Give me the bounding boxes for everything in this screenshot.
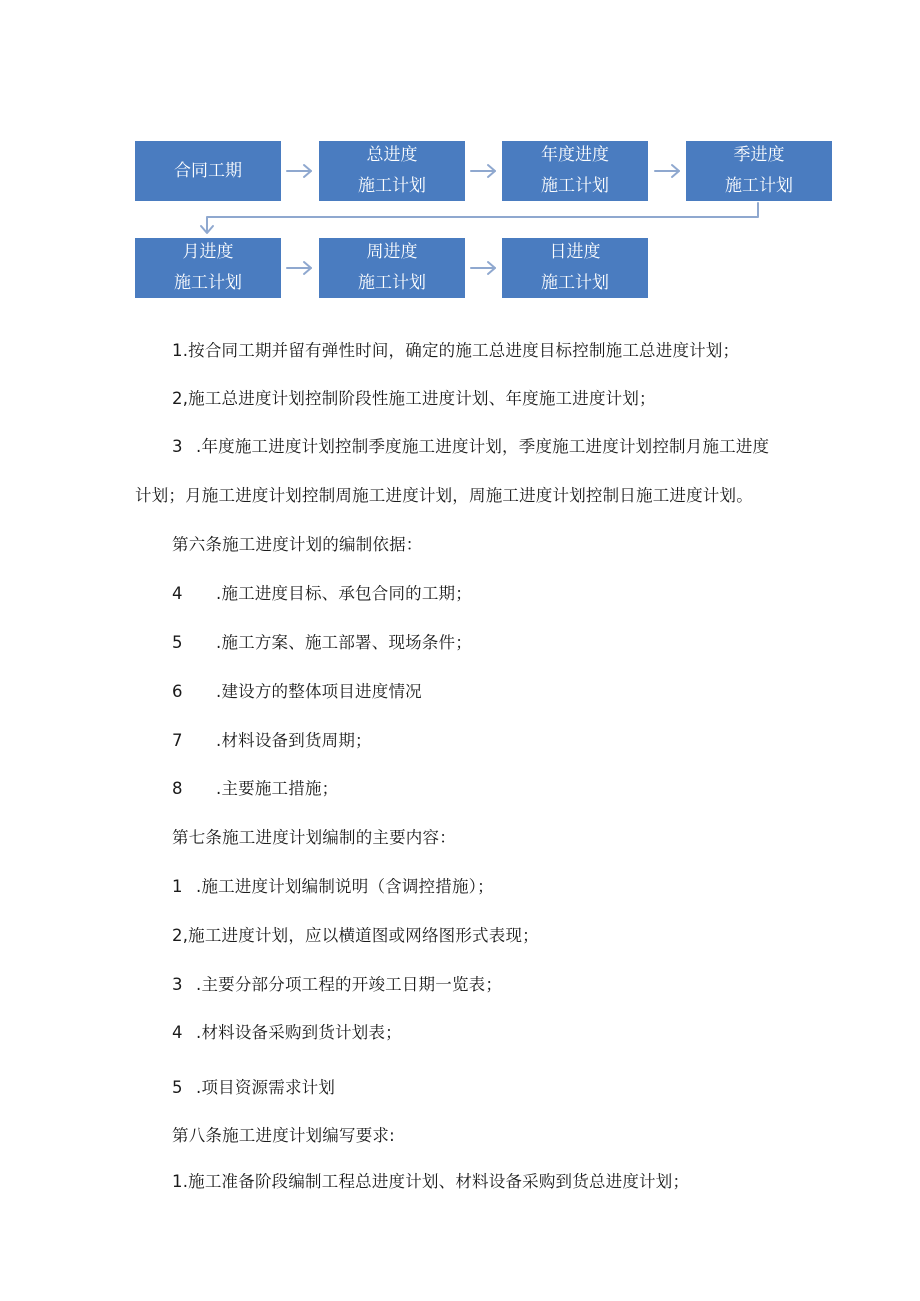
flow-box-line1: 年度进度 — [541, 145, 609, 165]
flow-box-line1: 日进度 — [549, 242, 601, 262]
list-number: 3 — [172, 975, 183, 994]
flow-box-monthly-schedule — [135, 238, 281, 298]
flow-box-line2: 施工计划 — [358, 176, 426, 196]
flow-box-line2: 施工计划 — [541, 273, 609, 293]
list-item-text: 2,施工进度计划，应以横道图或网络图形式表现； — [172, 926, 539, 945]
flow-box-annual-schedule — [502, 141, 648, 201]
list-item — [172, 777, 338, 801]
arrowhead-2 — [488, 165, 495, 177]
list-number: 1 — [172, 877, 183, 896]
flow-box-line1: 合同工期 — [174, 160, 242, 181]
paragraph-2: 2,施工总进度计划控制阶段性施工进度计划、年度施工进度计划； — [172, 389, 656, 408]
article-8-paragraph-1: 1.施工准备阶段编制工程总进度计划、材料设备采购到货总进度计划； — [172, 1172, 690, 1191]
list-item-text: .施工进度目标、承包合同的工期； — [216, 584, 472, 603]
list-number: 3 — [172, 437, 183, 456]
flow-box-line1: 周进度 — [366, 242, 418, 262]
flow-box-line1: 月进度 — [182, 242, 234, 262]
list-number: 4 — [172, 584, 183, 603]
flow-box-line2: 施工计划 — [174, 273, 242, 293]
article-8-title: 第八条施工进度计划编写要求: — [172, 1126, 395, 1145]
arrowhead-4 — [304, 262, 311, 274]
list-item — [172, 973, 502, 997]
flow-box-line1: 总进度 — [366, 145, 418, 165]
list-item — [172, 875, 494, 899]
list-item — [172, 1021, 402, 1045]
wrap-arrowhead — [201, 226, 213, 233]
list-number: 7 — [172, 731, 183, 750]
list-item — [172, 631, 472, 655]
list-item-text: .材料设备采购到货计划表； — [196, 1023, 402, 1042]
arrowhead-5 — [488, 262, 495, 274]
wrap-connector — [207, 203, 758, 232]
arrowhead-1 — [304, 165, 311, 177]
list-item-text: .主要施工措施； — [216, 779, 339, 798]
flow-box-line2: 施工计划 — [358, 273, 426, 293]
list-item — [172, 924, 539, 948]
list-item-text: .主要分部分项工程的开竣工日期一览表； — [196, 975, 503, 994]
list-item-text: .项目资源需求计划 — [196, 1078, 336, 1097]
list-item-text: .材料设备到货周期； — [216, 731, 372, 750]
list-item — [172, 729, 372, 753]
flow-box-line2: 施工计划 — [541, 176, 609, 196]
flow-box-weekly-schedule — [319, 238, 465, 298]
paragraph-1: 1.按合同工期并留有弹性时间，确定的施工总进度目标控制施工总进度计划； — [172, 341, 740, 360]
list-number: 6 — [172, 682, 183, 701]
arrowhead-3 — [672, 165, 679, 177]
list-number: 5 — [172, 633, 183, 652]
list-item — [172, 1076, 335, 1100]
list-number: 4 — [172, 1023, 183, 1042]
flow-box-daily-schedule — [502, 238, 648, 298]
list-item-text: .施工进度计划编制说明（含调控措施）； — [196, 877, 494, 896]
list-item — [172, 582, 472, 606]
list-number: 5 — [172, 1078, 183, 1097]
list-number: 8 — [172, 779, 183, 798]
list-item — [172, 680, 422, 704]
flow-box-line2: 施工计划 — [725, 176, 793, 196]
flow-box-total-schedule — [319, 141, 465, 201]
flow-box-contract-period — [135, 141, 281, 201]
paragraph-3-continued: 计划；月施工进度计划控制周施工进度计划，周施工进度计划控制日施工进度计划。 — [135, 486, 753, 505]
article-7-title: 第七条施工进度计划编制的主要内容： — [172, 828, 456, 847]
list-item-text: .施工方案、施工部署、现场条件； — [216, 633, 472, 652]
paragraph-3-text: .年度施工进度计划控制季度施工进度计划，季度施工进度计划控制月施工进度 — [196, 437, 770, 456]
article-6-title: 第六条施工进度计划的编制依据： — [172, 535, 423, 554]
list-item-text: .建设方的整体项目进度情况 — [216, 682, 422, 701]
flow-box-line1: 季进度 — [733, 145, 785, 165]
flow-box-quarterly-schedule — [686, 141, 832, 201]
paragraph-3 — [172, 435, 769, 459]
